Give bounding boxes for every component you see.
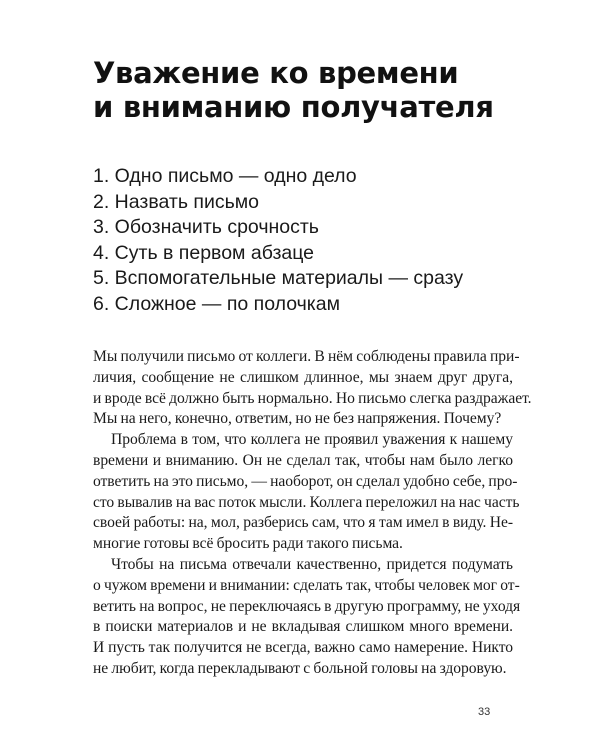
paragraph-1 — [93, 347, 532, 430]
chapter-title-line-2: и вниманию получателя — [93, 90, 494, 124]
text-line: своей работы: на, мол, разберись сам, что я там имел в виду. Не- — [93, 514, 513, 532]
text-line: личия, сообщение не слишком длинное, мы знаем друг друга, — [93, 368, 513, 386]
text-line: о чужом времени и внимании: сделать так, чтобы человек мог от- — [93, 576, 520, 594]
rule-item: 1. Одно письмо — одно дело — [93, 165, 357, 187]
text-line: ветить на вопрос, не переключаясь в другую программу, не уходя — [93, 597, 521, 615]
rule-item: 3. Обозначить срочность — [93, 216, 319, 238]
text-line: и вроде всё должно быть нормально. Но письмо слегка раздражает. — [93, 389, 532, 407]
text-line: Мы на него, конечно, ответим, но не без напряжения. Почему? — [93, 410, 502, 428]
text-line: в поиски материалов и не вкладывая слишком много времени. — [93, 618, 513, 636]
rules-list — [93, 164, 553, 317]
text-line: ответить на это письмо, — наоборот, он сделал удобно себе, про- — [93, 472, 518, 490]
rule-item: 6. Сложное — по полочкам — [93, 292, 341, 315]
text-line: времени и вниманию. Он не сделал так, чтобы нам было легко — [93, 451, 513, 469]
text-line: многие готовы всё бросить ради такого письма. — [93, 535, 403, 553]
paragraph-3 — [93, 555, 521, 680]
text-line: не любит, когда перекладывают с больной головы на здоровую. — [93, 659, 507, 677]
rule-item: 2. Назвать письмо — [93, 190, 260, 213]
chapter-title — [93, 56, 553, 124]
page-number: 33 — [478, 706, 491, 718]
body-text — [93, 347, 532, 680]
text-line: сто вывалив на вас поток мысли. Коллега переложил на нас часть — [93, 493, 520, 511]
chapter-title-line-1: Уважение ко времени — [93, 56, 459, 90]
rule-item: 4. Суть в первом абзаце — [93, 241, 315, 264]
rule-item: 5. Вспомогательные материалы — сразу — [93, 267, 464, 289]
text-line: Проблема в том, что коллега не проявил уважения к нашему — [111, 431, 513, 449]
text-line: И пусть так получится не всегда, важно само намерение. Никто — [93, 639, 513, 657]
text-line: Чтобы на письма отвечали качественно, придется подумать — [111, 555, 513, 573]
text-line: Мы получили письмо от коллеги. В нём соблюдены правила при- — [93, 348, 520, 365]
paragraph-2 — [93, 430, 520, 555]
